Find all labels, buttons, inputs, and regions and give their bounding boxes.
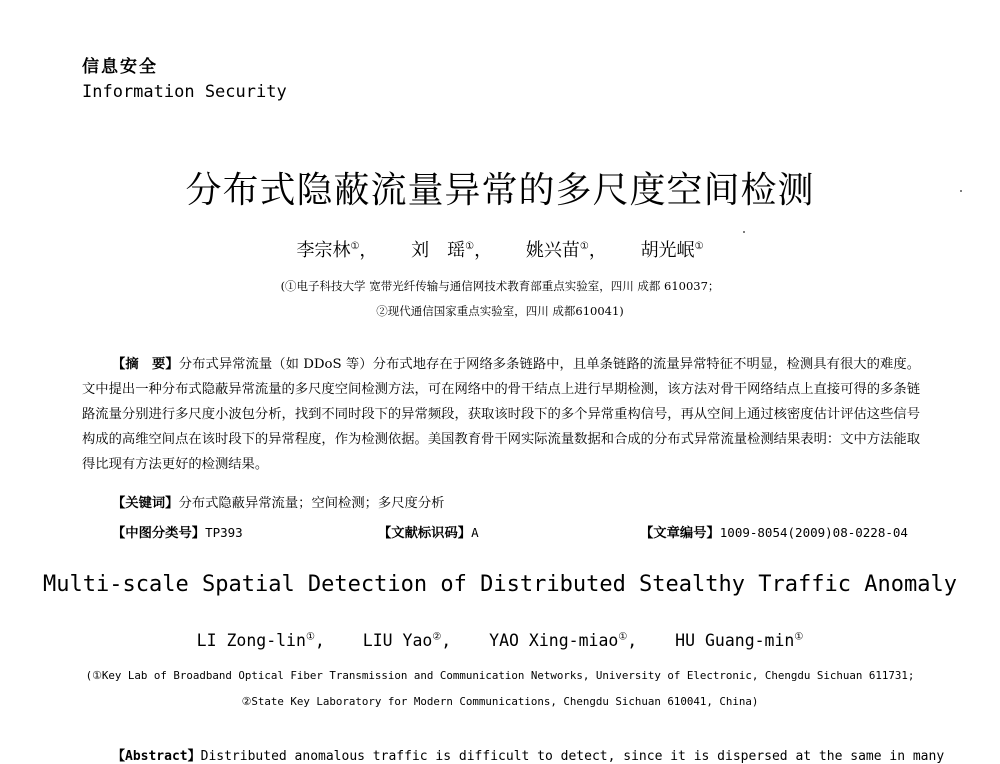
author-cn: 姚兴苗①， <box>525 240 607 261</box>
author-list-cn <box>0 236 1000 262</box>
affiliation-cn-line: (①电子科技大学 宽带光纤传输与通信网技术教育部重点实验室，四川 成都 610037； <box>280 279 720 293</box>
affiliation-cn-line: ②现代通信国家重点实验室，四川 成都610041) <box>376 304 624 318</box>
keywords-cn-label: 【关键词】 <box>112 496 179 511</box>
classification-number <box>112 522 243 541</box>
keywords-cn <box>112 492 444 511</box>
keywords-cn-text: 分布式隐蔽异常流量；空间检测；多尺度分析 <box>178 496 445 511</box>
abstract-cn <box>82 352 920 477</box>
author-list-en <box>0 631 1000 650</box>
column-label-en: Information Security <box>82 82 287 102</box>
affiliation-en-line: (①Key Lab of Broadband Optical Fiber Transmission and Communication Networks, University of Electronic, Chengdu Sichuan 611731; <box>85 669 915 682</box>
abstract-en-text: Distributed anomalous traffic is difficult to detect, since it is dispersed at the same in many <box>200 749 945 764</box>
author-en: LIU Yao②, <box>362 631 452 650</box>
paper-title-cn: 分布式隐蔽流量异常的多尺度空间检测 <box>185 170 815 211</box>
article-number-value: 1009-8054(2009)08-0228-04 <box>719 525 908 540</box>
author-cn: 刘 瑶①， <box>411 240 493 261</box>
article-number-label: 【文章编号】 <box>640 526 720 541</box>
column-label-cn: 信息安全 <box>82 57 158 77</box>
author-en: YAO Xing-miao①, <box>489 631 638 650</box>
author-cn: 李宗林①， <box>296 240 378 261</box>
document-code-value: A <box>471 525 479 540</box>
abstract-cn-text: 分布式异常流量（如 DDoS 等）分布式地存在于网络多条链路中，且单条链路的流量异常特征不明显，检测具有很大的难度。文中提出一种分布式隐蔽异常流量的多尺度空间检测方法，可在网络中的骨干结点上进行早期检测，该方法对骨干网络结点上直接可得的多条链路流量分别进行多尺度小波包分析，找到不同时段下的异常频段，获取该时段下的多个异常重构信号，再从空间上通过核密度估计评估这些信号构成的高维空间点在该时段下的异常程度，作为检测依据。美国教育骨干网实际流量数据和合成的分布式异常流量检测结果表明：文中方法能取得比现有方法更好的检测结果。 <box>82 357 921 472</box>
document-code <box>378 522 479 541</box>
abstract-en-label: 【Abstract】 <box>112 749 201 764</box>
abstract-cn-label: 【摘 要】 <box>112 357 179 372</box>
author-en: HU Guang-min① <box>675 631 804 650</box>
author-cn: 胡光岷① <box>640 240 704 261</box>
affiliation-en-line: ②State Key Laboratory for Modern Communications, Chengdu Sichuan 610041, China) <box>241 695 759 708</box>
classification-label: 【中图分类号】 <box>112 526 206 541</box>
author-en: LI Zong-lin①, <box>196 631 325 650</box>
paper-title-en: Multi-scale Spatial Detection of Distributed Stealthy Traffic Anomaly <box>43 572 957 597</box>
abstract-en <box>112 745 944 764</box>
scan-speck <box>743 231 745 233</box>
document-code-label: 【文献标识码】 <box>378 526 472 541</box>
article-number <box>640 522 908 541</box>
classification-value: TP393 <box>205 525 243 540</box>
